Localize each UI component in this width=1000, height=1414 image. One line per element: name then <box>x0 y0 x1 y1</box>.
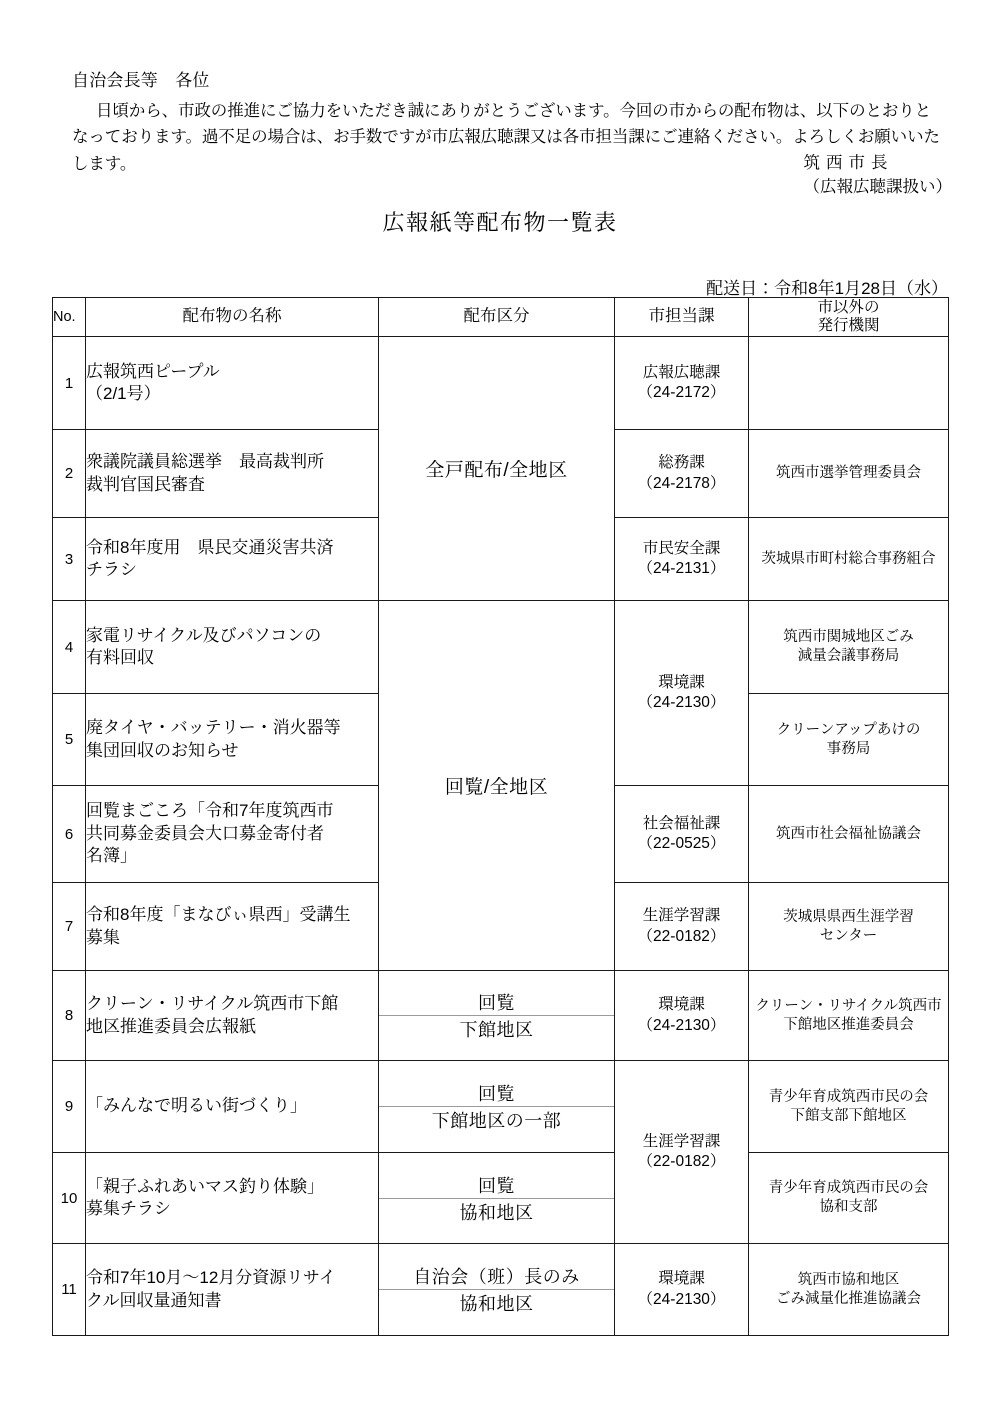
row-item-name <box>86 971 379 1061</box>
kubun-method: 回覧 <box>379 989 614 1016</box>
row-issuer-line2: 下館地区推進委員会 <box>783 1016 914 1033</box>
row-department-phone: （24-2131） <box>637 560 726 577</box>
row-issuer-line1: 筑西市社会福祉協議会 <box>776 825 921 842</box>
row-item-name-line2: チラシ <box>86 560 137 579</box>
row-item-name-line2: クル回収量通知書 <box>86 1290 222 1310</box>
row-department <box>615 337 749 430</box>
column-header-kacho: 市担当課 <box>615 298 749 337</box>
row-item-name-line1: 令和8年度用 県民交通災害共済 <box>86 537 334 557</box>
row-item-name-line1: 「みんなで明るい街づくり」 <box>86 1096 307 1116</box>
row-item-name-line3: 名簿」 <box>86 846 137 866</box>
table-head <box>53 298 949 337</box>
kubun-area: 協和地区 <box>459 1294 534 1314</box>
row-issuer <box>749 883 949 971</box>
row-item-name <box>86 601 379 694</box>
letter-body-line-2: なっております。過不足の場合は、お手数ですが市広報広聴課又は各市担当課にご連絡ください。よろしくお願いいた <box>72 128 940 147</box>
row-department-phone: （22-0525） <box>637 835 726 852</box>
table-row <box>53 1244 949 1336</box>
row-issuer <box>749 1153 949 1244</box>
table-body <box>53 337 949 1336</box>
row-item-name-line1: 廃タイヤ・バッテリー・消火器等 <box>86 718 341 738</box>
row-item-name-line2: 募集チラシ <box>86 1199 171 1218</box>
row-number: 10 <box>53 1153 86 1244</box>
row-department <box>615 430 749 518</box>
row-department <box>615 971 749 1061</box>
row-issuer-line1: 青少年育成筑西市民の会 <box>768 1180 929 1197</box>
row-item-name-line1: 家電リサイクル及びパソコンの <box>86 625 322 645</box>
signature-name: 筑西市長 <box>803 154 894 172</box>
row-issuer-line2: 事務局 <box>826 740 871 757</box>
column-header-kubun: 配布区分 <box>379 298 615 337</box>
row-item-name-line1: 広報筑西ピープル <box>86 361 220 381</box>
row-item-name-line1: クリーン・リサイクル筑西市下館 <box>86 994 339 1014</box>
row-item-name-line2: 募集 <box>86 927 120 947</box>
row-item-name-line2: 裁判官国民審査 <box>86 474 205 494</box>
distribution-table-wrapper <box>52 297 948 1336</box>
row-issuer-line1: 青少年育成筑西市民の会 <box>768 1088 929 1105</box>
row-department-phone: （22-0182） <box>637 1153 726 1170</box>
row-department <box>615 601 749 786</box>
signature-subnote: （広報広聴課扱い） <box>803 177 952 196</box>
column-header-hakkou <box>749 298 949 337</box>
row-item-name-line2: 共同募金委員会大口募金寄付者 <box>86 823 324 843</box>
column-header-name: 配布物の名称 <box>86 298 379 337</box>
kubun-split-inner <box>379 1263 614 1316</box>
table-row <box>53 1153 949 1244</box>
signature-block <box>804 152 953 200</box>
row-issuer <box>749 786 949 883</box>
distribution-table <box>52 297 949 1336</box>
addressee-line: 自治会長等 各位 <box>72 71 210 90</box>
row-department-phone: （24-2130） <box>637 1290 726 1308</box>
row-issuer <box>749 518 949 601</box>
row-department <box>615 786 749 883</box>
row-item-name-line2: 有料回収 <box>86 648 154 667</box>
table-header-row <box>53 298 949 337</box>
row-issuer-line1: 茨城県市町村総合事務組合 <box>761 550 936 567</box>
row-issuer-line2: 減量会議事務局 <box>797 648 900 664</box>
row-item-name-line2: （2/1号） <box>86 384 161 403</box>
row-issuer <box>749 694 949 786</box>
row-department <box>615 883 749 971</box>
column-header-hakkou-line1: 市以外の <box>817 298 880 316</box>
kubun-area: 協和地区 <box>459 1202 534 1223</box>
row-number: 4 <box>53 601 86 694</box>
row-number: 7 <box>53 883 86 971</box>
kubun-split-cell <box>379 1153 615 1244</box>
row-department <box>615 518 749 601</box>
row-item-name <box>86 1153 379 1244</box>
row-item-name-line1: 令和8年度「まなびぃ県西」受講生 <box>86 905 351 925</box>
kubun-split-cell <box>379 1244 615 1336</box>
row-issuer-line1: クリーンアップあけの <box>776 721 921 738</box>
row-department-phone: （24-2178） <box>637 474 726 492</box>
row-item-name <box>86 337 379 430</box>
row-item-name <box>86 518 379 601</box>
row-department-name: 市民安全課 <box>642 539 721 557</box>
table-row <box>53 1061 949 1153</box>
row-number: 3 <box>53 518 86 601</box>
letter-body-line-1: 日頃から、市政の推進にご協力をいただき誠にありがとうございます。今回の市からの配布物は、以下のとおりと <box>96 101 932 120</box>
row-item-name <box>86 883 379 971</box>
row-issuer <box>749 1244 949 1336</box>
row-department-name: 環境課 <box>658 996 705 1014</box>
row-issuer-line2: 下館支部下館地区 <box>790 1107 907 1124</box>
kubun-split-inner <box>379 989 614 1042</box>
row-issuer-line2: 協和支部 <box>819 1199 878 1215</box>
table-row <box>53 601 949 694</box>
kubun-group-circulation-all: 回覧/全地区 <box>379 601 615 971</box>
row-issuer-line1: 筑西市協和地区 <box>797 1271 900 1288</box>
row-number: 9 <box>53 1061 86 1153</box>
row-number: 5 <box>53 694 86 786</box>
row-department-phone: （24-2130） <box>637 694 726 711</box>
delivery-date: 配送日：令和8年1月28日（水） <box>706 279 948 298</box>
row-item-name-line1: 「親子ふれあいマス釣り体験」 <box>86 1176 324 1196</box>
kubun-split-cell <box>379 1061 615 1153</box>
row-issuer <box>749 430 949 518</box>
row-department-phone: （24-2172） <box>637 384 726 401</box>
row-item-name <box>86 786 379 883</box>
row-department-name: 環境課 <box>658 673 705 691</box>
column-header-hakkou-line2: 発行機関 <box>817 317 880 334</box>
row-item-name <box>86 694 379 786</box>
row-department <box>615 1244 749 1336</box>
kubun-area: 下館地区 <box>459 1020 534 1040</box>
kubun-split-cell <box>379 971 615 1061</box>
row-issuer <box>749 1061 949 1153</box>
row-number: 2 <box>53 430 86 518</box>
row-department-name: 生涯学習課 <box>642 1132 721 1150</box>
row-issuer <box>749 971 949 1061</box>
row-department-name: 広報広聴課 <box>642 363 721 381</box>
page-title: 広報紙等配布物一覧表 <box>382 210 618 235</box>
table-row <box>53 971 949 1061</box>
row-item-name-line1: 衆議院議員総選挙 最高裁判所 <box>86 452 324 472</box>
row-department-name: 総務課 <box>658 454 705 472</box>
kubun-area: 下館地区の一部 <box>431 1111 562 1131</box>
row-issuer <box>749 601 949 694</box>
row-item-name-line2: 集団回収のお知らせ <box>86 740 239 760</box>
row-number: 1 <box>53 337 86 430</box>
row-issuer-line1: クリーン・リサイクル筑西市 <box>755 997 942 1014</box>
kubun-method: 回覧 <box>379 1172 614 1199</box>
row-item-name-line1: 令和7年10月～12月分資源リサイ <box>86 1268 336 1288</box>
table-row <box>53 337 949 430</box>
row-department-name: 社会福祉課 <box>642 814 721 832</box>
row-issuer-line2: ごみ減量化推進協議会 <box>776 1290 921 1307</box>
kubun-group-all-households: 全戸配布/全地区 <box>379 337 615 601</box>
row-number: 11 <box>53 1244 86 1336</box>
row-issuer-line1: 筑西市関城地区ごみ <box>783 629 914 646</box>
row-department-phone: （22-0182） <box>637 927 726 945</box>
kubun-split-inner <box>379 1080 614 1133</box>
row-department-phone: （24-2130） <box>637 1016 726 1034</box>
row-item-name <box>86 430 379 518</box>
row-department <box>615 1061 749 1244</box>
kubun-split-inner <box>379 1172 614 1225</box>
row-issuer-line1: 筑西市選挙管理委員会 <box>776 465 921 482</box>
row-issuer-line1: 茨城県県西生涯学習 <box>783 908 914 925</box>
kubun-method: 回覧 <box>379 1080 614 1107</box>
letter-body-line-3: します。 <box>72 154 137 173</box>
row-number: 6 <box>53 786 86 883</box>
kubun-method: 自治会（班）長のみ <box>379 1263 614 1290</box>
row-department-name: 環境課 <box>658 1270 705 1288</box>
column-header-no: No. <box>53 298 86 337</box>
row-number: 8 <box>53 971 86 1061</box>
row-item-name-line2: 地区推進委員会広報紙 <box>86 1016 256 1036</box>
row-item-name <box>86 1244 379 1336</box>
row-issuer-line2: センター <box>819 927 878 944</box>
row-issuer <box>749 337 949 430</box>
row-item-name <box>86 1061 379 1153</box>
row-department-name: 生涯学習課 <box>642 907 721 925</box>
row-item-name-line1: 回覧まごころ「令和7年度筑西市 <box>86 801 334 821</box>
